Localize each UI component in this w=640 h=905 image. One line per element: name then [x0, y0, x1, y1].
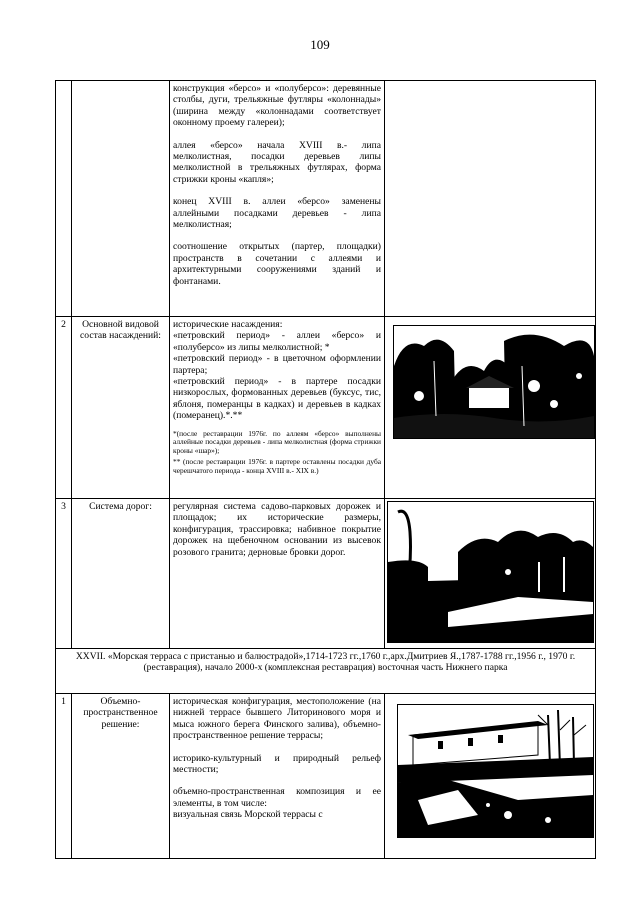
- element-description-cell: [170, 81, 385, 317]
- description-paragraph: аллея «берсо» начала XVIII в.- липа мелколистная, посадки деревьев липы мелколистной в трельяжных футлярах, форма стрижки кроны «капля»;: [173, 139, 381, 185]
- garden-trees-photo: [393, 325, 595, 439]
- page-number: 109: [310, 37, 330, 52]
- element-name: Основной видовой состав насаждений:: [72, 317, 170, 499]
- table-row: [56, 694, 596, 859]
- table-row: [56, 649, 596, 694]
- row-number-cell: [56, 81, 72, 317]
- element-description-cell: [170, 317, 385, 499]
- description-paragraph: историко-культурный и природный рельеф местности;: [173, 752, 381, 776]
- photo-cell: [385, 694, 596, 859]
- element-description-cell: [170, 694, 385, 859]
- park-road-photo: [387, 501, 594, 643]
- description-paragraph: конец XVIII в. аллеи «берсо» заменены аллейными посадками деревьев - липа мелколистная;: [173, 196, 381, 231]
- table-row: [56, 317, 596, 499]
- element-name-cell: [72, 81, 170, 317]
- description-paragraph: исторические насаждения:: [173, 319, 283, 330]
- element-name: Система дорог:: [72, 499, 170, 649]
- row-number: 2: [56, 317, 72, 499]
- description-paragraph: «петровский период» - в партере посадки низкорослых, формованных деревьев (буксус, тис, яблоня, померанцы в кадках) и деревьев в кадках (померанец).*.**: [173, 376, 381, 422]
- description-paragraph: визуальная связь Морской террасы с: [173, 809, 323, 821]
- footnote: *(после реставрации 1976г. по аллеям «берсо» выполнены аллейные посадки деревьев - липа мелколистная (форма стрижки кроны «шар»);: [173, 428, 381, 455]
- sea-terrace-photo: [397, 704, 594, 838]
- section-header: XXVII. «Морская терраса с пристанью и балюстрадой»,1714-1723 гг.,1760 г.,арх.Дмитриев Я.,1787-1788 гг.,1956 г., 1970 г. (реставрация), начало 2000-х (комплексная реставрация) восточная часть Нижнего парка: [56, 649, 596, 694]
- row-number: 3: [56, 499, 72, 649]
- table-row: [56, 81, 596, 317]
- description-paragraph: объемно-пространственная композиция и ее элементы, в том числе:: [173, 786, 381, 809]
- photo-cell: [385, 81, 596, 317]
- description-paragraph: историческая конфигурация, местоположение (на нижней террасе бывшего Литоринового моря и мыса южного берега Финского залива), объемно-пространственное решение террасы;: [173, 696, 381, 742]
- description-paragraph: конструкция «берсо» и «полуберсо»: деревянные столбы, дуги, трельяжные футляры «колоннады» (ширина между «колоннадами соответствует оконному проему галереи);: [173, 83, 381, 129]
- element-description: регулярная система садово-парковых дорожек и площадок; их исторические размеры, конфигурация, трассировка; набивное покрытие дорожек на щебеночном основании из высевок розового гранита; дерновые бровки дорог.: [170, 499, 385, 649]
- description-paragraph: «петровский период» - в цветочном оформлении партера;: [173, 353, 381, 376]
- photo-cell: [385, 499, 596, 649]
- photo-cell: [385, 317, 596, 499]
- row-number: 1: [56, 694, 72, 859]
- table-row: [56, 499, 596, 649]
- monument-elements-table: [55, 80, 596, 859]
- footnote: ** (после реставрации 1976г. в партере оставлены посадки дуба черешчатого периода - конца XVIII в.- XIX в.): [173, 457, 381, 476]
- element-name: Объемно-пространственное решение:: [72, 694, 170, 859]
- description-paragraph: «петровский период» - аллеи «берсо» и «полуберсо» из липы мелколистной; *: [173, 330, 381, 353]
- description-paragraph: соотношение открытых (партер, площадки) пространств в сочетании с аллеями и архитектурными сооружениями зданий и фонтанами.: [173, 241, 381, 287]
